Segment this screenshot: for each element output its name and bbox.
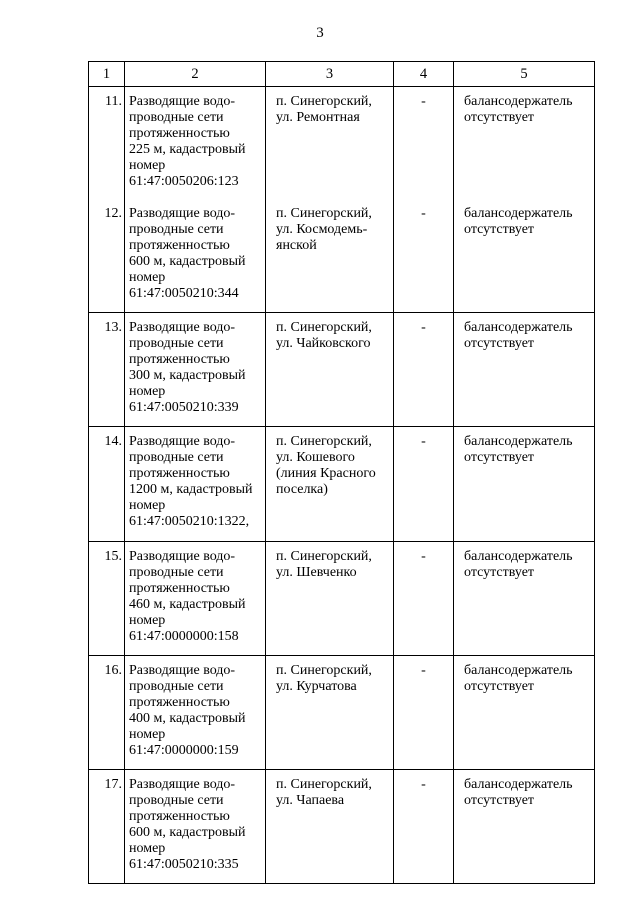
balance-holder-line: балансодержатель — [464, 777, 573, 792]
object-address-line: ул. Шевченко — [276, 565, 357, 580]
object-address-line: ул. Чапаева — [276, 793, 345, 808]
object-description-line: номер — [129, 158, 166, 173]
object-description-line: протяженностью — [129, 695, 230, 710]
balance-holder-line: отсутствует — [464, 793, 535, 808]
object-description-line: 61:47:0050210:335 — [129, 857, 239, 872]
object-description-line: проводные сети — [129, 793, 224, 808]
balance-holder-line: балансодержатель — [464, 320, 573, 335]
table-row — [89, 542, 595, 656]
object-description-line: протяженностью — [129, 352, 230, 367]
object-description-line: Разводящие водо- — [129, 94, 236, 109]
balance-holder-line: балансодержатель — [464, 206, 573, 221]
table-row — [89, 313, 595, 427]
object-description — [125, 770, 266, 884]
column-header: 4 — [394, 62, 454, 87]
table-row — [89, 770, 595, 884]
object-description-line: номер — [129, 841, 166, 856]
object-description-line: проводные сети — [129, 450, 224, 465]
object-area: - — [394, 770, 454, 884]
object-description-line: 61:47:0050210:344 — [129, 286, 239, 301]
balance-holder-line: отсутствует — [464, 450, 535, 465]
object-address-line: янской — [276, 238, 317, 253]
balance-holder — [454, 427, 595, 542]
balance-holder — [454, 313, 595, 427]
table-body — [89, 87, 595, 884]
balance-holder-line: отсутствует — [464, 336, 535, 351]
object-description-line: номер — [129, 727, 166, 742]
object-address-line: ул. Ремонтная — [276, 110, 360, 125]
object-description-line: проводные сети — [129, 336, 224, 351]
object-description-line: 600 м, кадастровый — [129, 254, 246, 269]
table-row — [89, 87, 595, 200]
object-description-line: протяженностью — [129, 238, 230, 253]
object-area: - — [394, 313, 454, 427]
table-row — [89, 199, 595, 313]
object-description-line: протяженностью — [129, 126, 230, 141]
row-number: 14. — [89, 427, 125, 542]
balance-holder-line: отсутствует — [464, 110, 535, 125]
balance-holder-line: балансодержатель — [464, 94, 573, 109]
object-description-line: 600 м, кадастровый — [129, 825, 246, 840]
balance-holder-line: отсутствует — [464, 679, 535, 694]
object-description-line: протяженностью — [129, 581, 230, 596]
object-address-line: поселка) — [276, 482, 328, 497]
object-description — [125, 87, 266, 200]
column-header: 1 — [89, 62, 125, 87]
property-table — [88, 61, 595, 884]
object-area: - — [394, 542, 454, 656]
object-description-line: 61:47:0050210:1322, — [129, 514, 250, 529]
object-description-line: номер — [129, 270, 166, 285]
object-description-line: 61:47:0050210:339 — [129, 400, 239, 415]
object-description-line: проводные сети — [129, 679, 224, 694]
object-address-line: п. Синегорский, — [276, 549, 372, 564]
object-address-line: ул. Курчатова — [276, 679, 357, 694]
balance-holder — [454, 199, 595, 313]
object-description-line: протяженностью — [129, 466, 230, 481]
object-description-line: 61:47:0050206:123 — [129, 174, 239, 189]
object-area: - — [394, 199, 454, 313]
row-number: 11. — [89, 87, 125, 200]
object-description-line: 61:47:0000000:158 — [129, 629, 239, 644]
object-description-line: протяженностью — [129, 809, 230, 824]
row-number: 13. — [89, 313, 125, 427]
object-address — [266, 542, 394, 656]
object-description-line: 61:47:0000000:159 — [129, 743, 239, 758]
balance-holder-line: балансодержатель — [464, 549, 573, 564]
balance-holder — [454, 87, 595, 200]
object-address-line: п. Синегорский, — [276, 663, 372, 678]
object-description-line: 225 м, кадастровый — [129, 142, 246, 157]
object-address-line: п. Синегорский, — [276, 206, 372, 221]
object-description-line: проводные сети — [129, 565, 224, 580]
object-address — [266, 656, 394, 770]
object-description-line: номер — [129, 384, 166, 399]
object-description — [125, 427, 266, 542]
row-number: 12. — [89, 199, 125, 313]
column-header: 3 — [266, 62, 394, 87]
object-description-line: Разводящие водо- — [129, 777, 236, 792]
object-description — [125, 313, 266, 427]
object-description-line: 300 м, кадастровый — [129, 368, 246, 383]
object-description-line: номер — [129, 498, 166, 513]
object-description-line: 1200 м, кадастровый — [129, 482, 253, 497]
object-area: - — [394, 87, 454, 200]
balance-holder-line: отсутствует — [464, 565, 535, 580]
object-area: - — [394, 427, 454, 542]
object-address-line: ул. Кошевого — [276, 450, 355, 465]
object-description — [125, 542, 266, 656]
object-description-line: проводные сети — [129, 222, 224, 237]
object-address-line: п. Синегорский, — [276, 434, 372, 449]
row-number: 17. — [89, 770, 125, 884]
object-address-line: п. Синегорский, — [276, 777, 372, 792]
object-address-line: ул. Чайковского — [276, 336, 371, 351]
balance-holder-line: балансодержатель — [464, 663, 573, 678]
object-address-line: ул. Космодемь- — [276, 222, 368, 237]
balance-holder — [454, 656, 595, 770]
column-header: 5 — [454, 62, 595, 87]
object-description-line: Разводящие водо- — [129, 206, 236, 221]
object-address-line: п. Синегорский, — [276, 320, 372, 335]
column-number-header-row — [89, 62, 595, 87]
object-description-line: Разводящие водо- — [129, 549, 236, 564]
balance-holder-line: отсутствует — [464, 222, 535, 237]
balance-holder-line: балансодержатель — [464, 434, 573, 449]
object-description-line: Разводящие водо- — [129, 320, 236, 335]
object-address — [266, 427, 394, 542]
row-number: 15. — [89, 542, 125, 656]
object-description-line: 400 м, кадастровый — [129, 711, 246, 726]
object-address — [266, 87, 394, 200]
object-description-line: проводные сети — [129, 110, 224, 125]
column-header: 2 — [125, 62, 266, 87]
table-row — [89, 427, 595, 542]
object-address-line: (линия Красного — [276, 466, 376, 481]
object-address-line: п. Синегорский, — [276, 94, 372, 109]
object-address — [266, 313, 394, 427]
object-description-line: Разводящие водо- — [129, 434, 236, 449]
object-address — [266, 770, 394, 884]
page-number: 3 — [316, 25, 324, 41]
balance-holder — [454, 770, 595, 884]
object-area: - — [394, 656, 454, 770]
row-number: 16. — [89, 656, 125, 770]
object-description — [125, 199, 266, 313]
object-address — [266, 199, 394, 313]
table-row — [89, 656, 595, 770]
object-description — [125, 656, 266, 770]
object-description-line: 460 м, кадастровый — [129, 597, 246, 612]
balance-holder — [454, 542, 595, 656]
object-description-line: Разводящие водо- — [129, 663, 236, 678]
object-description-line: номер — [129, 613, 166, 628]
